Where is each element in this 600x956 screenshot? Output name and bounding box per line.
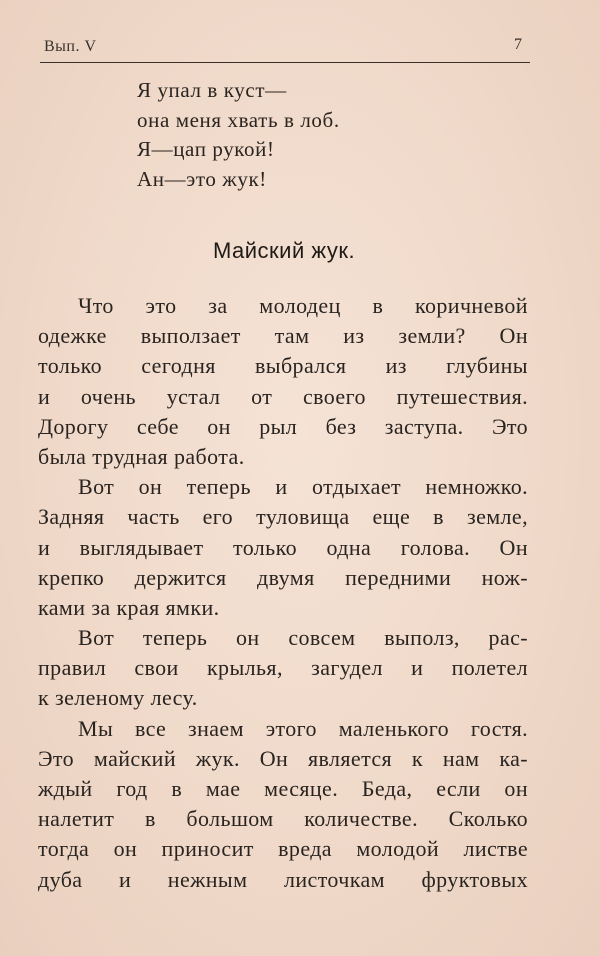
page-number: 7 bbox=[514, 36, 522, 53]
text-line: дуба и нежным листочкам фруктовых bbox=[38, 866, 528, 892]
poem-line: Я—цап рукой! bbox=[137, 137, 275, 161]
text-line: и выглядывает только одна голова. Он bbox=[38, 534, 528, 560]
text-line: к зеленому лесу. bbox=[38, 685, 198, 711]
poem-line: Я упал в куст— bbox=[137, 78, 287, 102]
section-label: Вып. V bbox=[44, 38, 97, 55]
text-line: только сегодня выбрался из глубины bbox=[38, 353, 528, 379]
text-line: Задняя часть его туловища еще в земле, bbox=[38, 504, 528, 530]
text-line: ждый год в мае месяце. Беда, если он bbox=[38, 776, 528, 801]
text-line: Это майский жук. Он является к нам ка- bbox=[38, 745, 528, 771]
text-line: крепко держится двумя передними нож- bbox=[38, 564, 528, 590]
text-line: налетит в большом количестве. Сколько bbox=[38, 806, 528, 832]
text-line: тогда он приносит вреда молодой листве bbox=[38, 836, 528, 862]
header-divider bbox=[40, 62, 530, 63]
text-line: Вот он теперь и отдыхает немножко. bbox=[78, 474, 528, 500]
section-title: Майский жук. bbox=[212, 238, 356, 263]
text-line: Что это за молодец в коричневой bbox=[78, 293, 528, 318]
text-line: Мы все знаем этого маленького гостя. bbox=[78, 715, 528, 741]
text-line: Вот теперь он совсем выполз, рас- bbox=[78, 625, 528, 651]
poem-line: Ан—это жук! bbox=[137, 166, 267, 191]
text-line: и очень устал от своего путешествия. bbox=[38, 383, 528, 409]
poem-line: она меня хвать в лоб. bbox=[137, 107, 340, 132]
text-line: была трудная работа. bbox=[38, 443, 245, 469]
text-line: одежке выползает там из земли? Он bbox=[38, 323, 528, 349]
text-line: ками за края ямки. bbox=[38, 594, 220, 620]
running-header bbox=[40, 34, 528, 60]
text-line: Дорогу себе он рыл без заступа. Это bbox=[38, 413, 528, 439]
body-text bbox=[38, 291, 528, 895]
text-line: правил свои крылья, загудел и полетел bbox=[38, 655, 528, 681]
poem bbox=[137, 76, 457, 194]
